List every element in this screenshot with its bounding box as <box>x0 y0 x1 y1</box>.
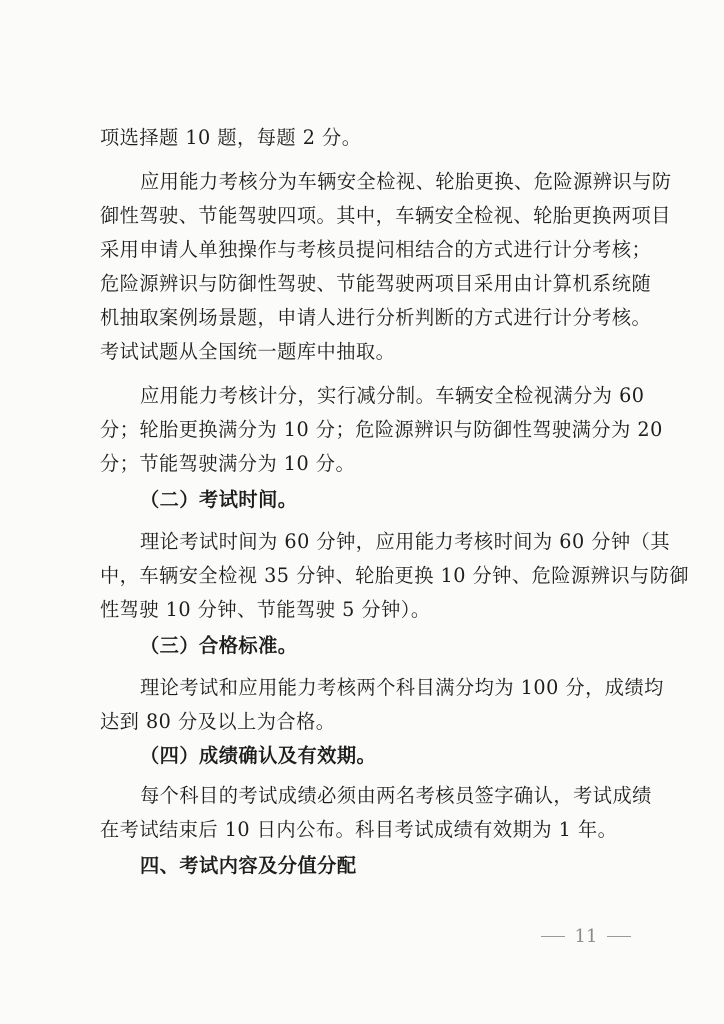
section-heading-exam-content: 四、考试内容及分值分配 <box>140 854 357 877</box>
text-line-10: 分；节能驾驶满分为 10 分。 <box>100 452 356 475</box>
text-line-16: 理论考试和应用能力考核两个科目满分均为 100 分，成绩均 <box>140 676 664 699</box>
section-heading-score-validity: （四）成绩确认及有效期。 <box>140 744 377 767</box>
text-line-2: 应用能力考核分为车辆安全检视、轮胎更换、危险源辨识与防 <box>140 170 672 193</box>
text-line-20: 在考试结束后 10 日内公布。科目考试成绩有效期为 1 年。 <box>100 818 618 841</box>
footer-left-dash <box>541 936 565 937</box>
page-number: 11 <box>574 925 598 947</box>
text-line-9: 分；轮胎更换满分为 10 分；危险源辨识与防御性驾驶满分为 20 <box>100 418 663 441</box>
text-line-1: 项选择题 10 题，每题 2 分。 <box>100 126 362 149</box>
text-line-14: 性驾驶 10 分钟、节能驾驶 5 分钟）。 <box>100 598 431 621</box>
text-line-8: 应用能力考核计分，实行减分制。车辆安全检视满分为 60 <box>140 384 645 407</box>
text-line-4: 采用申请人单独操作与考核员提问相结合的方式进行计分考核； <box>100 238 652 261</box>
text-line-13: 中，车辆安全检视 35 分钟、轮胎更换 10 分钟、危险源辨识与防御 <box>100 564 690 587</box>
text-line-5: 危险源辨识与防御性驾驶、节能驾驶两项目采用由计算机系统随 <box>100 272 652 295</box>
text-line-3: 御性驾驶、节能驾驶四项。其中，车辆安全检视、轮胎更换两项目 <box>100 204 671 227</box>
section-heading-pass-standard: （三）合格标准。 <box>140 634 298 657</box>
text-line-12: 理论考试时间为 60 分钟，应用能力考核时间为 60 分钟（其 <box>140 530 671 553</box>
text-line-17: 达到 80 分及以上为合格。 <box>100 710 336 733</box>
footer-right-dash <box>607 936 631 937</box>
text-line-19: 每个科目的考试成绩必须由两名考核员签字确认，考试成绩 <box>140 784 652 807</box>
section-heading-exam-time: （二）考试时间。 <box>140 488 298 511</box>
page-footer <box>541 925 631 947</box>
text-line-7: 考试试题从全国统一题库中抽取。 <box>100 340 396 363</box>
text-line-6: 机抽取案例场景题，申请人进行分析判断的方式进行计分考核。 <box>100 306 652 329</box>
